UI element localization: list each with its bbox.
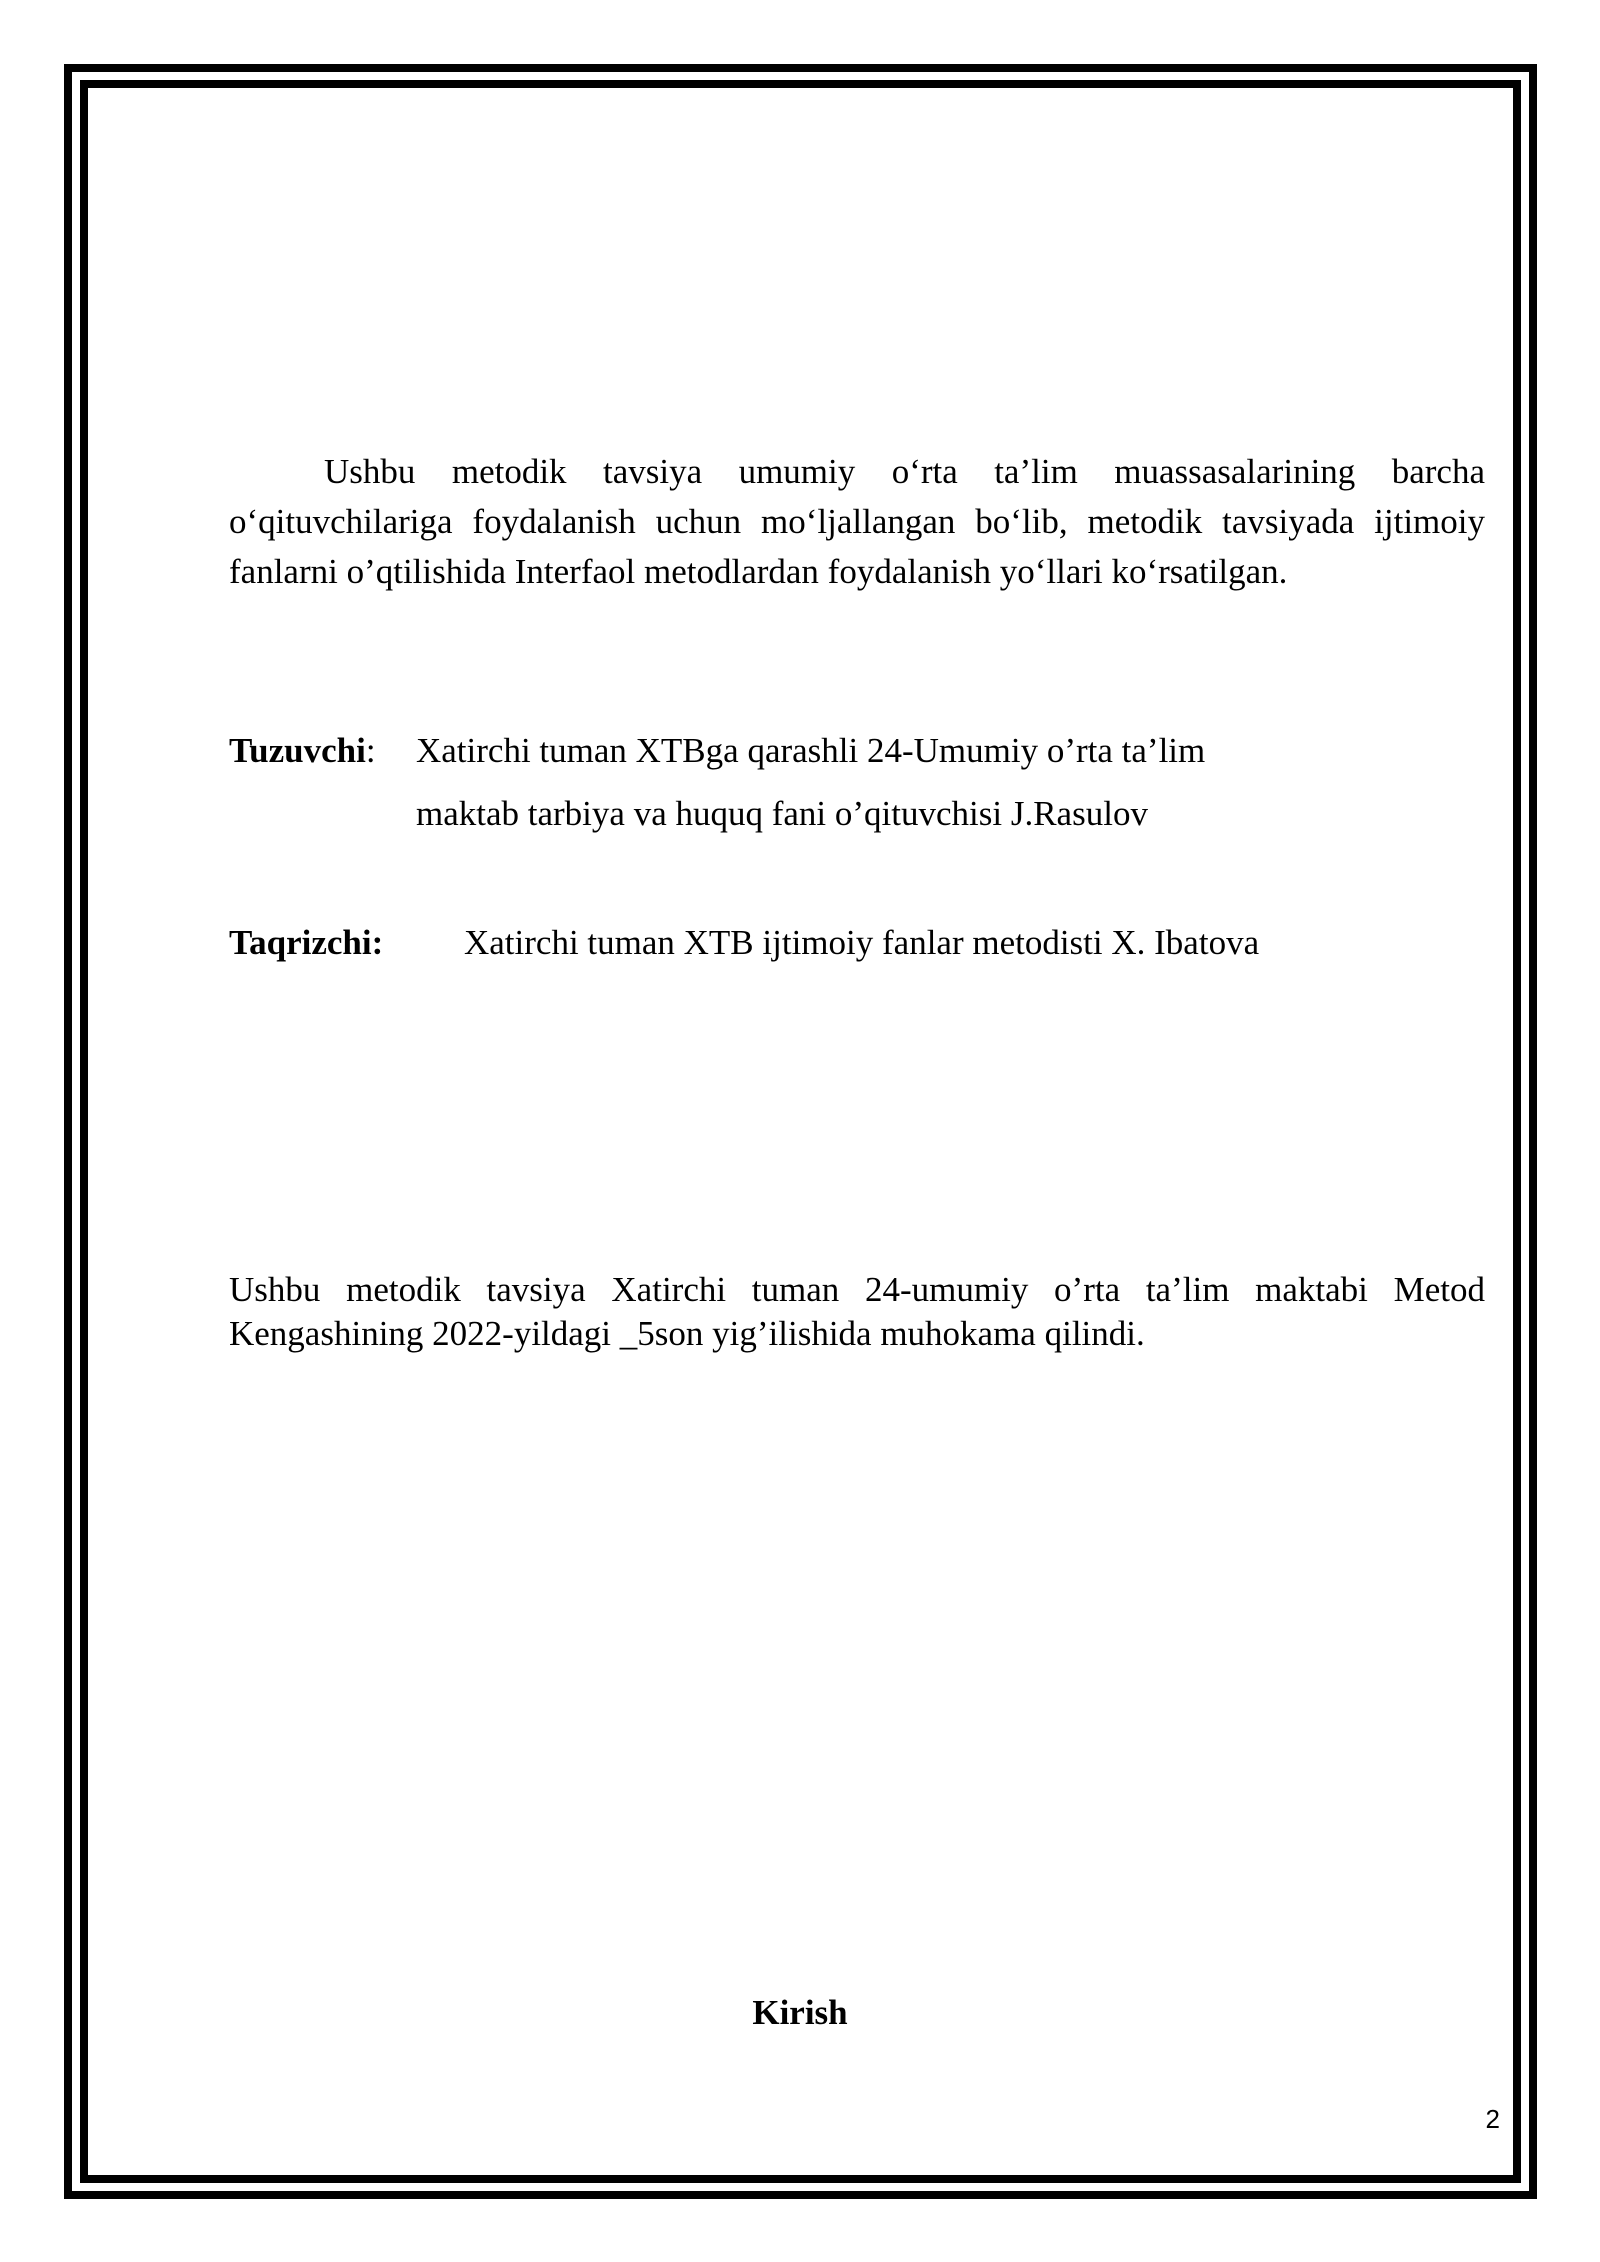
section-heading: Kirish [752, 1993, 848, 2032]
page-number: 2 [1485, 2104, 1500, 2134]
compiler-text-2: maktab tarbiya va huquq fani o’qituvchisi J.Rasulov [416, 794, 1148, 833]
compiler-line-1 [229, 726, 376, 776]
reviewer-label: Taqrizchi: [229, 923, 384, 962]
compiler-colon: : [365, 731, 376, 770]
page-border-inner [80, 80, 1521, 2183]
compiler-label: Tuzuvchi [229, 731, 366, 770]
reviewer-text: Xatirchi tuman XTB ijtimoiy fanlar metodisti X. Ibatova [464, 923, 1260, 962]
approval-paragraph: Ushbu metodik tavsiya Xatirchi tuman 24-umumiy o’rta ta’lim maktabi Metod Kengashining 2022-yildagi _5son yig’ilishida muhokama qilindi. [229, 1270, 1485, 1353]
intro-paragraph: Ushbu metodik tavsiya umumiy o‘rta ta’lim muassasalarining barcha o‘qituvchilariga foydalanish uchun mo‘ljallangan bo‘lib, metodik tavsiyada ijtimoiy fanlarni o’qtilishida Interfaol metodlardan foydalanish yo‘llari ko‘rsatilgan. [229, 452, 1485, 591]
compiler-text-1: Xatirchi tuman XTBga qarashli 24-Umumiy o’rta ta’lim [416, 731, 1206, 770]
